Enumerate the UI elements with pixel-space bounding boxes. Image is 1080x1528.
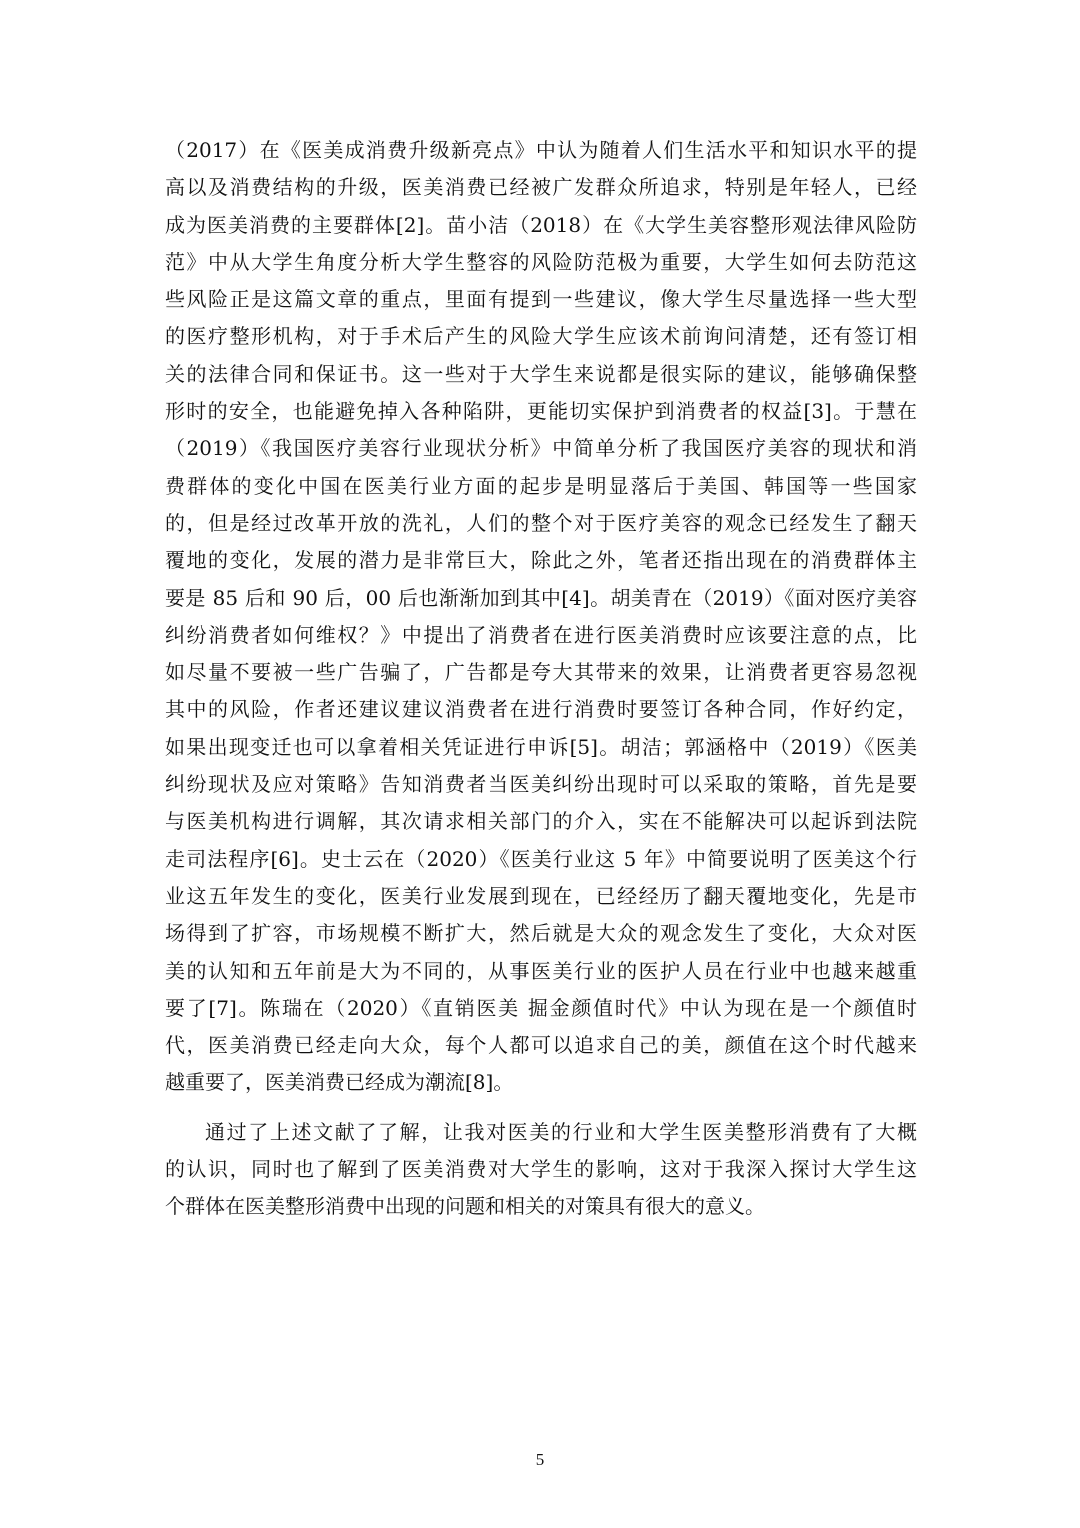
text-line: 费群体的变化中国在医美行业方面的起步是明显落后于美国、韩国等一些国家	[165, 473, 917, 498]
body-text	[165, 132, 917, 1226]
text-line: 纠纷消费者如何维权？》中提出了消费者在进行医美消费时应该要注意的点，比	[165, 622, 917, 647]
text-line: 的认识，同时也了解到了医美消费对大学生的影响，这对于我深入探讨大学生这	[165, 1157, 917, 1182]
text-line: 越重要了，医美消费已经成为潮流[8]。	[165, 1070, 514, 1095]
text-line: 场得到了扩容，市场规模不断扩大，然后就是大众的观念发生了变化，大众对医	[165, 921, 917, 946]
text-line: 纠纷现状及应对策略》告知消费者当医美纠纷出现时可以采取的策略，首先是要	[165, 772, 917, 797]
paragraph-literature-review	[165, 132, 917, 1102]
text-line: 的，但是经过改革开放的洗礼，人们的整个对于医疗美容的观念已经发生了翻天	[165, 510, 917, 535]
text-line: 如果出现变迁也可以拿着相关凭证进行申诉[5]。胡洁；郭涵格中（2019）《医美	[165, 734, 917, 759]
text-line: 关的法律合同和保证书。这一些对于大学生来说都是很实际的建议，能够确保整	[165, 361, 917, 386]
text-line: 走司法程序[6]。史士云在（2020）《医美行业这 5 年》中简要说明了医美这个行	[165, 846, 917, 871]
text-line: 些风险正是这篇文章的重点，里面有提到一些建议，像大学生尽量选择一些大型	[165, 287, 917, 312]
text-line: 美的认知和五年前是大为不同的，从事医美行业的医护人员在行业中也越来越重	[165, 958, 917, 983]
text-line: 形时的安全，也能避免掉入各种陷阱，更能切实保护到消费者的权益[3]。于慧在	[165, 399, 917, 424]
text-line: 个群体在医美整形消费中出现的问题和相关的对策具有很大的意义。	[165, 1194, 765, 1219]
text-line: （2017）在《医美成消费升级新亮点》中认为随着人们生活水平和知识水平的提	[165, 138, 917, 162]
text-line: 要了[7]。陈瑞在（2020）《直销医美 掘金颜值时代》中认为现在是一个颜值时	[165, 995, 917, 1020]
text-line: 要是 85 后和 90 后，00 后也渐渐加到其中[4]。胡美青在（2019）《面对医疗美容	[165, 585, 917, 610]
text-line: 业这五年发生的变化，医美行业发展到现在，已经经历了翻天覆地变化，先是市	[165, 883, 917, 908]
paragraph-spacing	[165, 1102, 917, 1114]
text-line: 代，医美消费已经走向大众，每个人都可以追求自己的美，颜值在这个时代越来	[165, 1033, 917, 1058]
paragraph-conclusion	[165, 1114, 917, 1226]
text-line: （2019）《我国医疗美容行业现状分析》中简单分析了我国医疗美容的现状和消	[165, 436, 917, 461]
page-number: 5	[535, 1450, 545, 1469]
text-line: 的医疗整形机构，对于手术后产生的风险大学生应该术前询问清楚，还有签订相	[165, 324, 917, 349]
text-line: 其中的风险，作者还建议建议消费者在进行消费时要签订各种合同，作好约定，	[165, 697, 917, 722]
text-line: 如尽量不要被一些广告骗了，广告都是夸大其带来的效果，让消费者更容易忽视	[165, 660, 917, 685]
text-line: 范》中从大学生角度分析大学生整容的风险防范极为重要，大学生如何去防范这	[165, 249, 917, 274]
text-line: 覆地的变化，发展的潜力是非常巨大，除此之外，笔者还指出现在的消费群体主	[165, 548, 917, 573]
text-line: 成为医美消费的主要群体[2]。苗小洁（2018）在《大学生美容整形观法律风险防	[165, 212, 917, 237]
text-line: 高以及消费结构的升级，医美消费已经被广发群众所追求，特别是年轻人，已经	[165, 175, 917, 200]
text-line: 通过了上述文献了了解，让我对医美的行业和大学生医美整形消费有了大概	[205, 1119, 917, 1144]
text-line: 与医美机构进行调解，其次请求相关部门的介入，实在不能解决可以起诉到法院	[165, 809, 917, 834]
